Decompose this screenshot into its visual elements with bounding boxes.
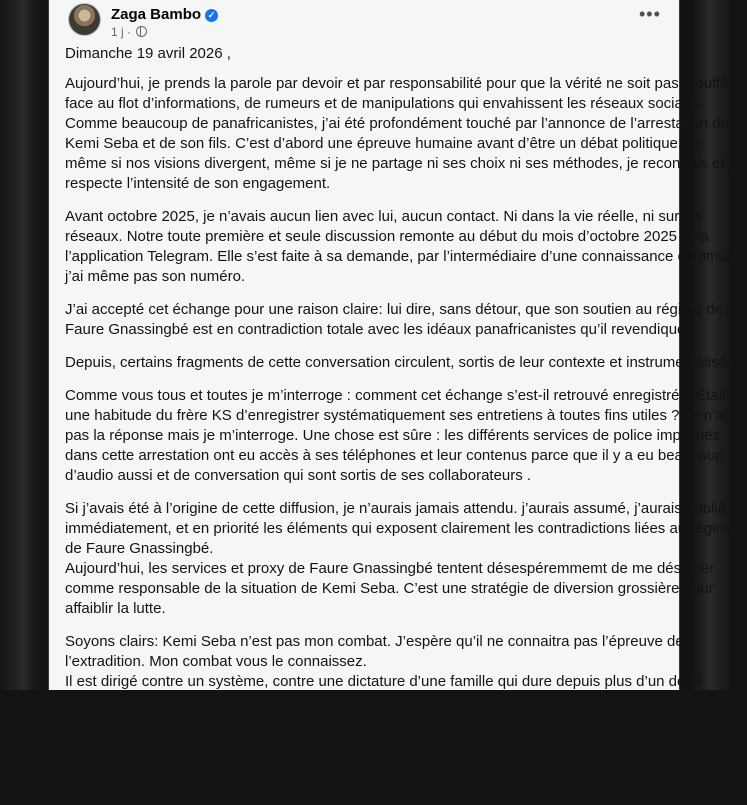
post-line: parce que les Togolais méritent mieux. (65, 753, 321, 770)
post-line: dignité, je mets toute mon énergie dans un seul objectif: mettre fin au régime de Faure Gnassingbé (65, 733, 723, 750)
post-line: comme responsable de la situation de Kemi Seba. C’est une stratégie de diversion grossière pour (65, 580, 714, 597)
post-line: Faure Gnassingbé est en contradiction totale avec les idéaux panafricanistes qu’il revendique. (65, 321, 690, 338)
post-line: Comme beaucoup de panafricanistes, j’ai été profondément touché par l’annonce de l’arrestation de (65, 115, 729, 132)
timestamp[interactable]: 1 j · (111, 25, 132, 39)
post-line: Depuis, certains fragments de cette conversation circulent, sortis de leur contexte et instrumentalisés. (65, 354, 739, 371)
paragraph-gap (65, 287, 691, 300)
post-line: Aujourd’hui, je prends la parole par devoir et par responsabilité pour que la vérité ne soit pas étouffée (65, 75, 737, 92)
post-line: Aujourd’hui, les services et proxy de Faure Gnassingbé tentent désespéremmemt de me désigner (65, 560, 715, 577)
post-line: j’ai même pas son numéro. (65, 268, 246, 285)
more-options-icon[interactable]: ••• (639, 4, 661, 24)
post-line: de Faure Gnassingbé. (65, 540, 214, 557)
paragraph-gap (65, 619, 691, 632)
avatar[interactable] (68, 3, 101, 36)
post-line: siècle. (65, 693, 108, 710)
globe-icon (136, 26, 147, 37)
post-line: face au flot d’informations, de rumeurs et de manipulations qui envahissent les réseaux sociaux. (65, 95, 703, 112)
post-line: affaiblir la lutte. (65, 600, 166, 617)
post-line: d’audio aussi et de conversation qui sont sortis de ses collaborateurs . (65, 467, 532, 484)
post-line: Si j’avais été à l’origine de cette diffusion, je n’aurais jamais attendu. j’aurais assumé, j’aurais publié (65, 500, 726, 517)
post-line: dans cette arrestation ont eu accès à ses téléphones et leur contenus parce que il y a eu beaucoup (65, 447, 724, 464)
post-line: Comme vous tous et toutes je m’interroge : comment cet échange s’est-il retrouvé enregistré ? Était-ce (65, 387, 747, 404)
author-header (111, 6, 218, 23)
verified-badge-icon: ✓ (205, 9, 218, 22)
post-line: immédiatement, et en priorité les éléments qui exposent clairement les contradictions liées au régime (65, 520, 737, 537)
post-line: réseaux. Notre toute première et seule discussion remonte au début du mois d’octobre 2025 , via (65, 228, 709, 245)
paragraph-gap (65, 772, 691, 785)
post-line: Soyons clairs: Kemi Seba n’est pas mon combat. J’espère qu’il ne connaitra pas l’épreuve de (65, 633, 684, 650)
post-line: Avec mes frères et soeurs avec les militants du M66, avec tous les Togolais épris de justice et de (65, 713, 709, 730)
facebook-post (48, 0, 747, 803)
post-line: pas la réponse mais je m’interroge. Une chose est sûre : les différents services de police impliqués (65, 427, 721, 444)
post-line: Il est dirigé contre un système, contre une dictature d’une famille qui dure depuis plus d’un demi- (65, 673, 707, 690)
post-line: Avant octobre 2025, je n’avais aucun lien avec lui, aucun contact. Ni dans la vie réelle, ni sur les (65, 208, 703, 225)
post-line: une habitude du frère KS d’enregistrer systématiquement ses entretiens à toutes fins utiles ? Je n’ai (65, 407, 728, 424)
post-date: Dimanche 19 avril 2026 , (65, 45, 231, 62)
paragraph-gap (65, 486, 691, 499)
post-line: J’ai accepté cet échange pour une raison claire: lui dire, sans détour, que son soutien au régime de (65, 301, 723, 318)
post-line: l’extradition. Mon combat vous le connaissez. (65, 653, 367, 670)
post-line: Kemi Seba et de son fils. C’est d’abord une épreuve humaine avant d’être un débat politique. Et (65, 135, 701, 152)
paragraph-gap (65, 194, 691, 207)
post-text (65, 74, 747, 805)
paragraph-gap (65, 373, 691, 386)
post-line: respecte l’intensité de son engagement. (65, 175, 331, 192)
post-body (65, 44, 747, 805)
post-line: l’application Telegram. Elle s’est faite à sa demande, par l’intermédiaire d’une connaissance commune (65, 248, 744, 265)
post-meta (111, 25, 147, 39)
paragraph-gap (65, 340, 691, 353)
post-line: même si nos visions divergent, même si je ne partage ni ses choix ni ses méthodes, je reconnais et je (65, 155, 741, 172)
post-line: Zaga Bambo (65, 786, 151, 803)
author-name[interactable]: Zaga Bambo (111, 6, 202, 23)
